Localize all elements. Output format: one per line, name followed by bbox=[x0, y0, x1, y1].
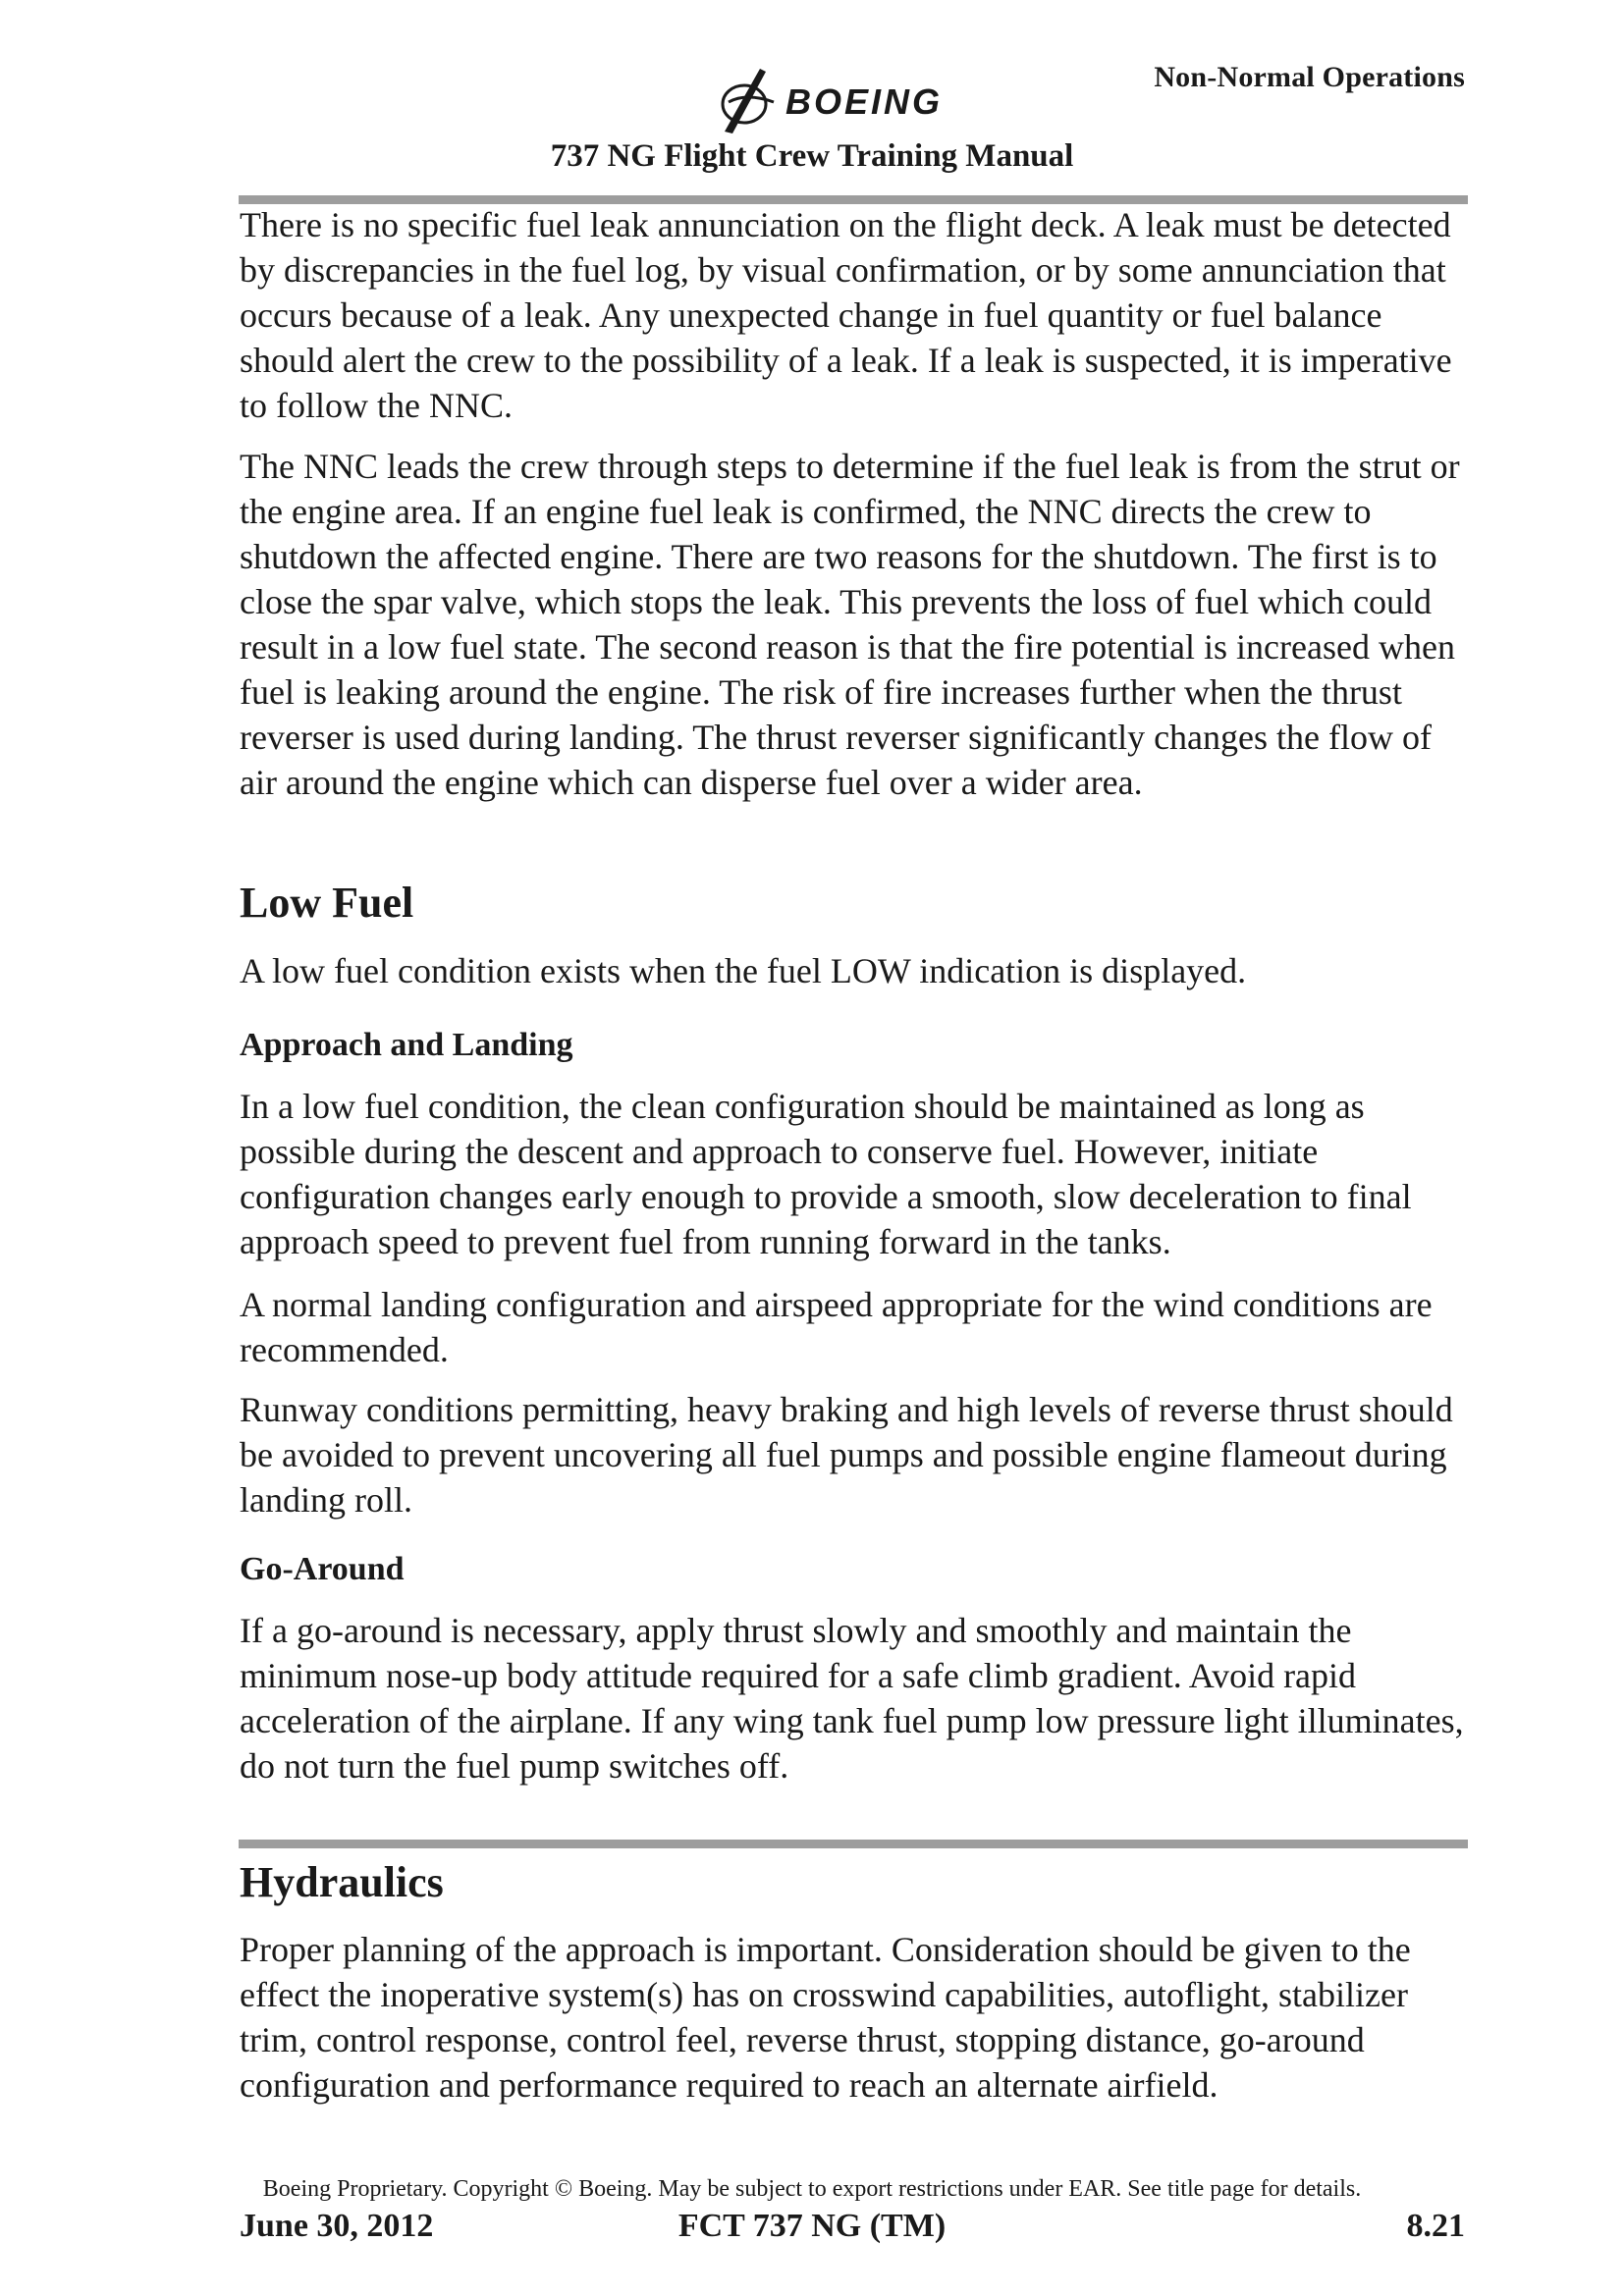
footer-document-id: FCT 737 NG (TM) bbox=[677, 2208, 947, 2244]
paragraph-hydraulics: Proper planning of the approach is important. Consideration should be given to the effect the inoperative system(s) has on crosswind capabilities, autoflight, stabilizer trim, control response, control feel, reverse thrust, stopping distance, go-around configuration and performance required to reach an alternate airfield. bbox=[240, 1930, 1411, 2105]
heading-low-fuel: Low Fuel bbox=[240, 879, 414, 927]
heading-approach-landing: Approach and Landing bbox=[240, 1027, 573, 1063]
paragraph-approach-2: A normal landing configuration and airspeed appropriate for the wind conditions are recommended. bbox=[240, 1285, 1433, 1369]
heading-go-around: Go-Around bbox=[240, 1551, 405, 1587]
paragraph-approach-1: In a low fuel condition, the clean configuration should be maintained as long as possible during the descent and approach to conserve fuel. However, initiate configuration changes early enough to provide a smooth, slow deceleration to final approach speed to prevent fuel from running forward in the tanks. bbox=[240, 1087, 1412, 1261]
paragraph-go-around: If a go-around is necessary, apply thrust slowly and smoothly and maintain the minimum nose-up body attitude required for a safe climb gradient. Avoid rapid acceleration of the airplane. If any wing tank fuel pump low pressure light illuminates, do not turn the fuel pump switches off. bbox=[240, 1611, 1464, 1786]
boeing-logo bbox=[715, 63, 1000, 137]
copyright-note: Boeing Proprietary. Copyright © Boeing. May be subject to export restrictions under EAR. See title page for details. bbox=[262, 2176, 1362, 2202]
paragraph-approach-3: Runway conditions permitting, heavy braking and high levels of reverse thrust should be avoided to prevent uncovering all fuel pumps and possible engine flameout during landing roll. bbox=[240, 1390, 1453, 1520]
footer-date: June 30, 2012 bbox=[240, 2208, 434, 2244]
page-number: 8.21 bbox=[1406, 2208, 1465, 2244]
paragraph-fuel-leak-2: The NNC leads the crew through steps to determine if the fuel leak is from the strut or the engine area. If an engine fuel leak is confirmed, the NNC directs the crew to shutdown the affected engine. There are two reasons for the shutdown. The first is to close the spar valve, which stops the leak. This prevents the loss of fuel which could result in a low fuel state. The second reason is that the fire potential is increased when fuel is leaking around the engine. The risk of fire increases further when the thrust reverser is used during landing. The thrust reverser significantly changes the flow of air around the engine which can disperse fuel over a wider area. bbox=[240, 447, 1460, 802]
paragraph-fuel-leak-1: There is no specific fuel leak annunciation on the flight deck. A leak must be detected by discrepancies in the fuel log, by visual confirmation, or by some annunciation that occurs because of a leak. Any unexpected change in fuel quantity or fuel balance should alert the crew to the possibility of a leak. If a leak is suspected, it is imperative to follow the NNC. bbox=[240, 205, 1452, 425]
section-rule bbox=[239, 1840, 1468, 1848]
boeing-logo-wordmark: BOEING bbox=[785, 81, 944, 122]
paragraph-low-fuel: A low fuel condition exists when the fuel LOW indication is displayed. bbox=[240, 951, 1247, 990]
boeing-logo-symbol bbox=[723, 69, 774, 133]
heading-hydraulics: Hydraulics bbox=[240, 1858, 444, 1906]
manual-title: 737 NG Flight Crew Training Manual bbox=[550, 138, 1074, 174]
section-title: Non-Normal Operations bbox=[1154, 61, 1465, 93]
